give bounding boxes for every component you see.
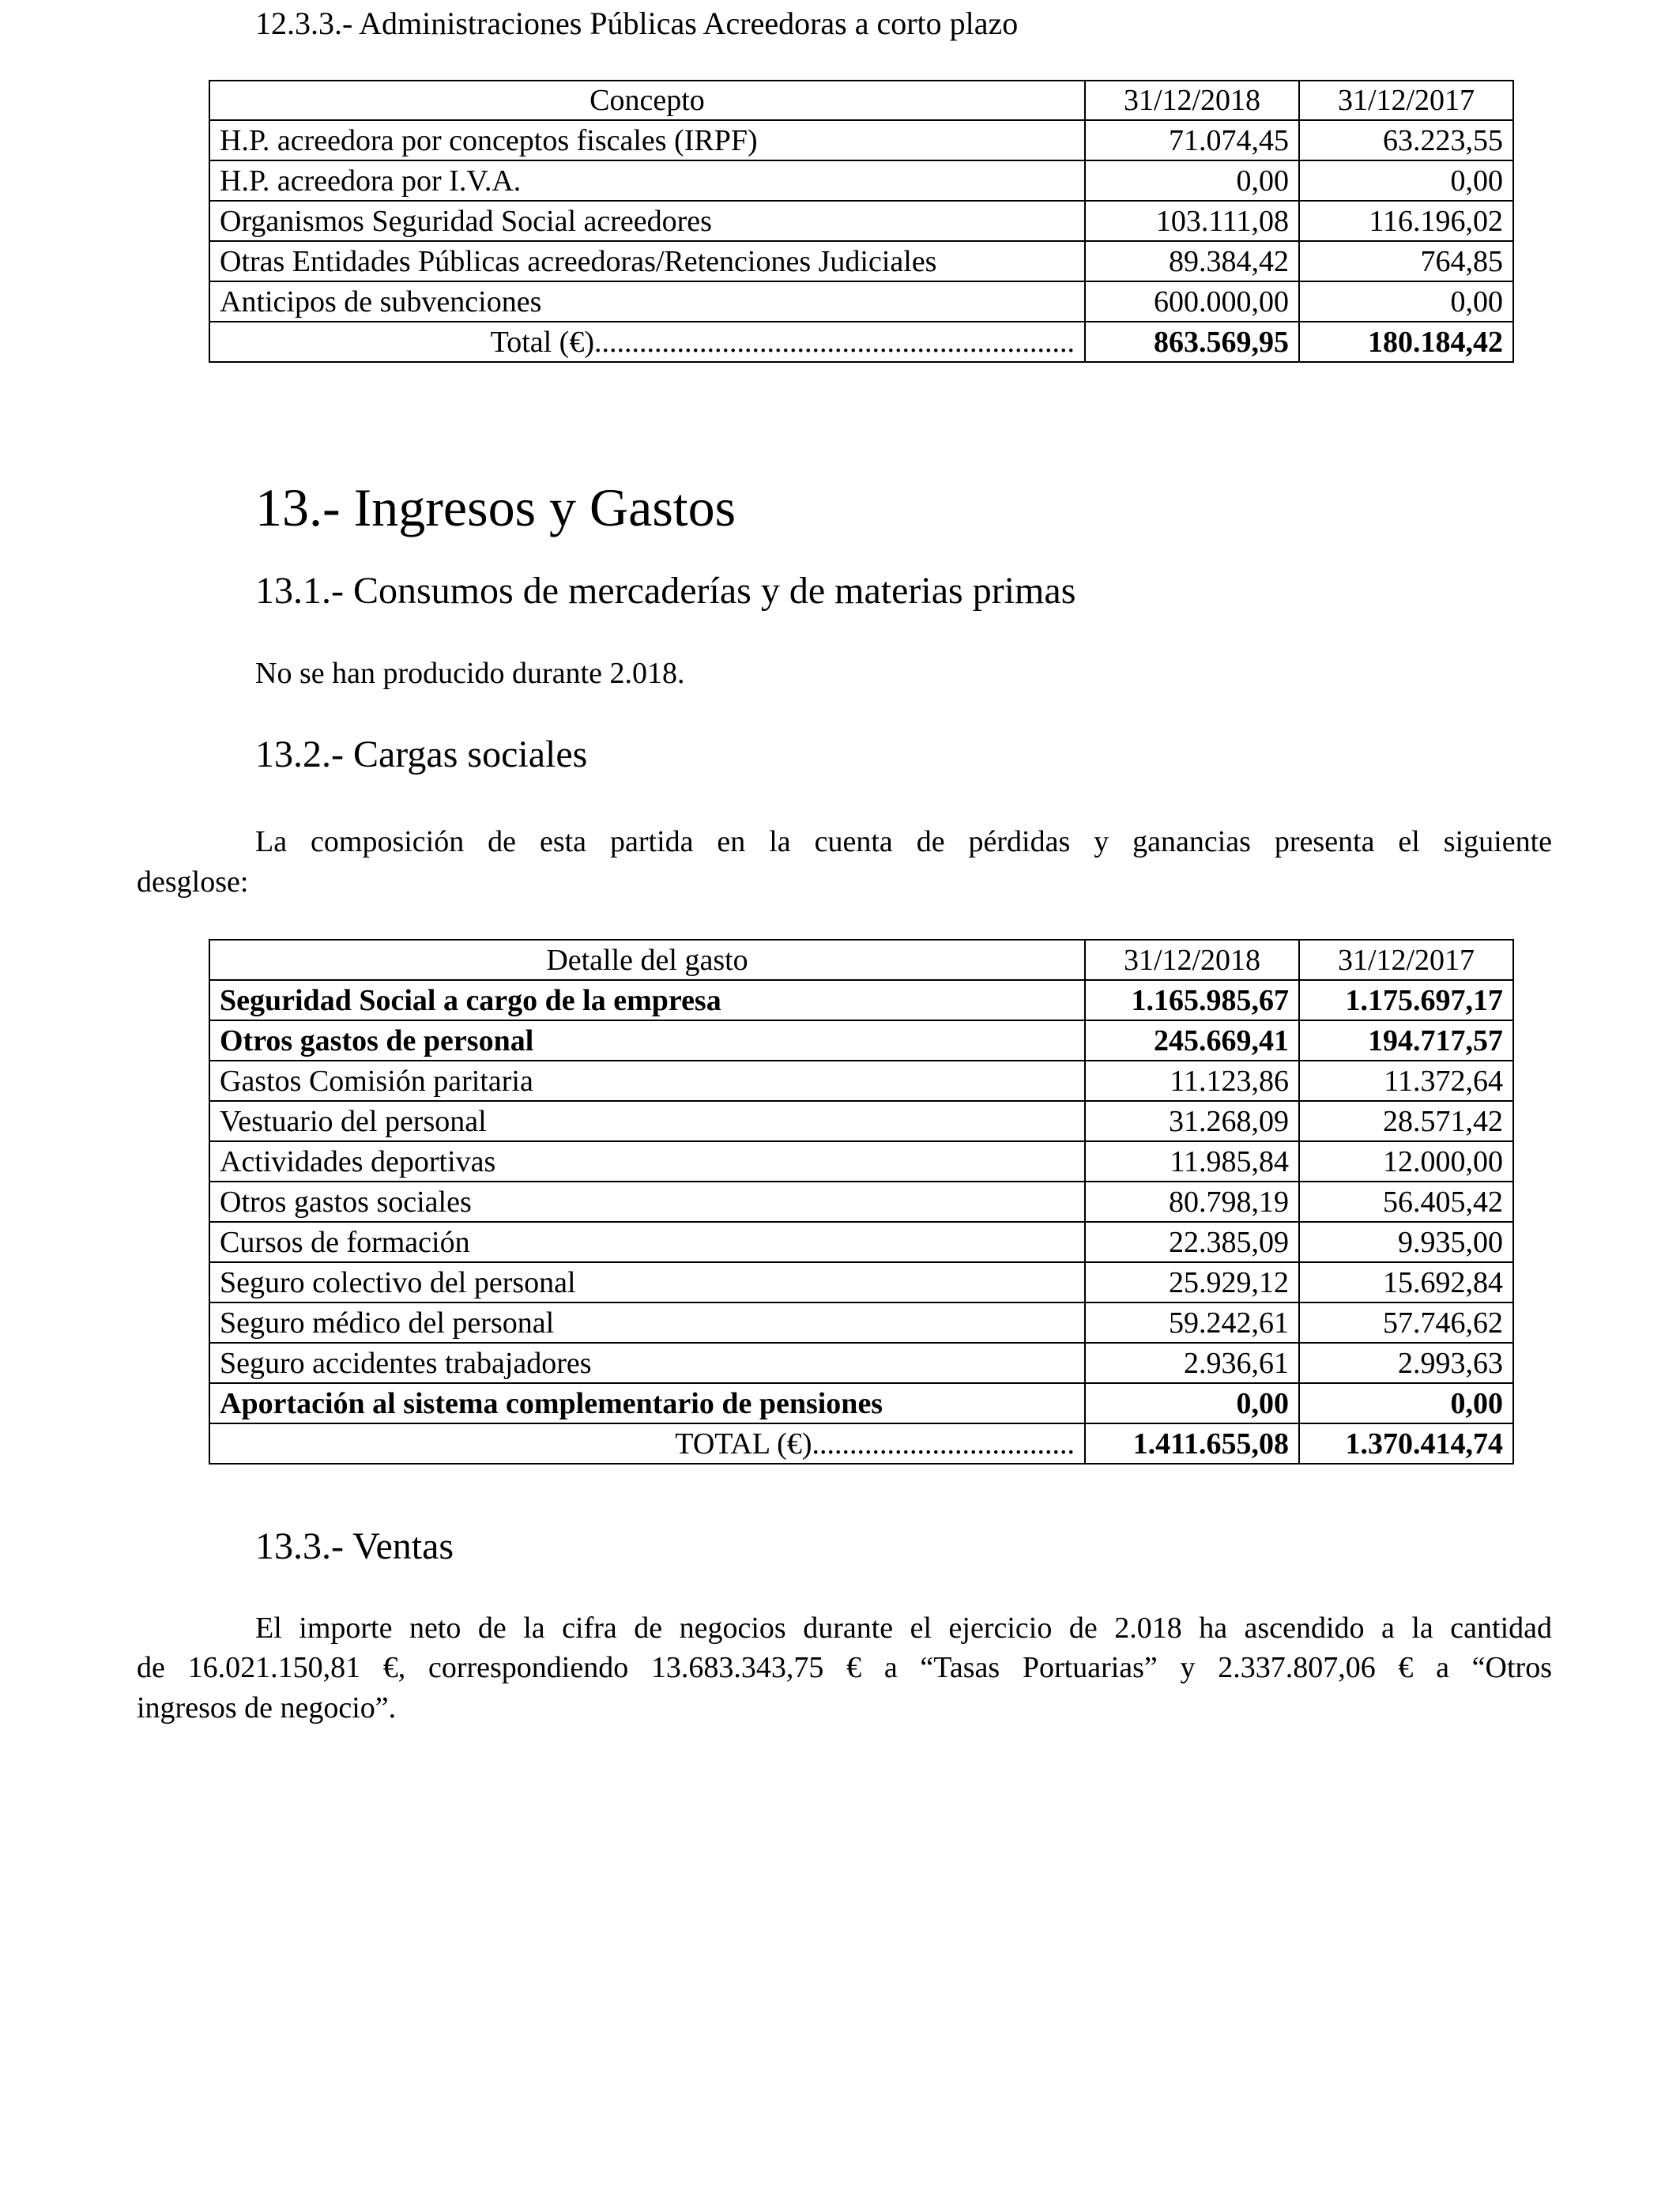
row-value-2017: 63.223,55 <box>1299 120 1513 160</box>
row-concept: Aportación al sistema complementario de pensiones <box>209 1383 1085 1423</box>
header-detail: Detalle del gasto <box>209 940 1085 980</box>
table-row <box>209 1343 1513 1383</box>
row-value-2017: 2.993,63 <box>1299 1343 1513 1383</box>
row-value-2017: 28.571,42 <box>1299 1101 1513 1141</box>
social-charges-table <box>209 939 1514 1465</box>
row-concept: Seguro accidentes trabajadores <box>209 1343 1085 1383</box>
table-row <box>209 1302 1513 1343</box>
row-value-2018: 600.000,00 <box>1085 281 1299 322</box>
section-13-3-line1: El importe neto de la cifra de negocios durante el ejercicio de 2.018 ha ascendido a la cantidad <box>255 1612 1552 1645</box>
row-value-2018: 22.385,09 <box>1085 1222 1299 1262</box>
table-row <box>209 160 1513 201</box>
table-total-row <box>209 1423 1513 1464</box>
row-value-2017: 194.717,57 <box>1299 1020 1513 1061</box>
row-value-2018: 71.074,45 <box>1085 120 1299 160</box>
section-13-2-intro-line1: La composición de esta partida en la cuenta de pérdidas y ganancias presenta el siguiente <box>255 825 1552 858</box>
table-row <box>209 1061 1513 1101</box>
row-concept: Gastos Comisión paritaria <box>209 1061 1085 1101</box>
row-concept: Cursos de formación <box>209 1222 1085 1262</box>
row-value-2018: 2.936,61 <box>1085 1343 1299 1383</box>
row-concept: Seguro médico del personal <box>209 1302 1085 1343</box>
total-label: Total (€)................................................................ <box>209 322 1085 362</box>
row-value-2018: 11.123,86 <box>1085 1061 1299 1101</box>
public-administrations-table <box>209 80 1514 363</box>
row-value-2017: 9.935,00 <box>1299 1222 1513 1262</box>
header-concept: Concepto <box>209 81 1085 120</box>
row-value-2018: 31.268,09 <box>1085 1101 1299 1141</box>
row-value-2017: 12.000,00 <box>1299 1141 1513 1182</box>
section-heading-13-2: 13.2.- Cargas sociales <box>255 733 588 775</box>
header-2017: 31/12/2017 <box>1299 81 1513 120</box>
row-value-2017: 0,00 <box>1299 160 1513 201</box>
row-value-2018: 0,00 <box>1085 1383 1299 1423</box>
row-value-2018: 0,00 <box>1085 160 1299 201</box>
table-header-row <box>209 81 1513 120</box>
row-value-2017: 0,00 <box>1299 1383 1513 1423</box>
table-row <box>209 1141 1513 1182</box>
row-concept: Seguro colectivo del personal <box>209 1262 1085 1302</box>
row-concept: Actividades deportivas <box>209 1141 1085 1182</box>
row-value-2018: 103.111,08 <box>1085 201 1299 241</box>
header-2018: 31/12/2018 <box>1085 940 1299 980</box>
section-heading-13-1: 13.1.- Consumos de mercaderías y de materias primas <box>255 570 1076 612</box>
row-value-2017: 1.175.697,17 <box>1299 980 1513 1020</box>
row-value-2018: 11.985,84 <box>1085 1141 1299 1182</box>
row-value-2017: 116.196,02 <box>1299 201 1513 241</box>
total-value-2017: 1.370.414,74 <box>1299 1423 1513 1464</box>
row-value-2017: 15.692,84 <box>1299 1262 1513 1302</box>
row-concept: Seguridad Social a cargo de la empresa <box>209 980 1085 1020</box>
table-row <box>209 1182 1513 1222</box>
header-2018: 31/12/2018 <box>1085 81 1299 120</box>
table-row <box>209 1101 1513 1141</box>
section-13-3-line3: ingresos de negocio”. <box>137 1691 397 1725</box>
table-row <box>209 980 1513 1020</box>
section-heading-13: 13.- Ingresos y Gastos <box>255 477 736 537</box>
row-value-2018: 25.929,12 <box>1085 1262 1299 1302</box>
total-value-2018: 863.569,95 <box>1085 322 1299 362</box>
row-value-2017: 56.405,42 <box>1299 1182 1513 1222</box>
table-row <box>209 281 1513 322</box>
table-row <box>209 1383 1513 1423</box>
row-value-2018: 245.669,41 <box>1085 1020 1299 1061</box>
row-concept: Organismos Seguridad Social acreedores <box>209 201 1085 241</box>
row-value-2018: 1.165.985,67 <box>1085 980 1299 1020</box>
row-value-2017: 57.746,62 <box>1299 1302 1513 1343</box>
table-row <box>209 120 1513 160</box>
table-row <box>209 241 1513 281</box>
header-2017: 31/12/2017 <box>1299 940 1513 980</box>
table-header-row <box>209 940 1513 980</box>
total-label: TOTAL (€)................................... <box>209 1423 1085 1464</box>
total-value-2017: 180.184,42 <box>1299 322 1513 362</box>
row-concept: Otras Entidades Públicas acreedoras/Retenciones Judiciales <box>209 241 1085 281</box>
section-13-2-intro-line2: desglose: <box>137 865 249 899</box>
row-value-2018: 89.384,42 <box>1085 241 1299 281</box>
row-concept: Vestuario del personal <box>209 1101 1085 1141</box>
section-heading-13-3: 13.3.- Ventas <box>255 1525 454 1567</box>
row-value-2017: 764,85 <box>1299 241 1513 281</box>
row-value-2017: 11.372,64 <box>1299 1061 1513 1101</box>
row-concept: Anticipos de subvenciones <box>209 281 1085 322</box>
table-row <box>209 201 1513 241</box>
row-value-2017: 0,00 <box>1299 281 1513 322</box>
section-heading-12-3-3: 12.3.3.- Administraciones Públicas Acreedoras a corto plazo <box>255 6 1019 41</box>
row-concept: H.P. acreedora por I.V.A. <box>209 160 1085 201</box>
total-value-2018: 1.411.655,08 <box>1085 1423 1299 1464</box>
row-value-2018: 80.798,19 <box>1085 1182 1299 1222</box>
section-13-3-line2: de 16.021.150,81 €, correspondiendo 13.683.343,75 € a “Tasas Portuarias” y 2.337.807,06 € a “Otros <box>137 1651 1552 1684</box>
row-concept: Otros gastos de personal <box>209 1020 1085 1061</box>
row-concept: Otros gastos sociales <box>209 1182 1085 1222</box>
row-concept: H.P. acreedora por conceptos fiscales (IRPF) <box>209 120 1085 160</box>
table-row <box>209 1222 1513 1262</box>
section-13-1-text: No se han producido durante 2.018. <box>255 657 685 690</box>
row-value-2018: 59.242,61 <box>1085 1302 1299 1343</box>
table-total-row <box>209 322 1513 362</box>
table-row <box>209 1262 1513 1302</box>
table-row <box>209 1020 1513 1061</box>
